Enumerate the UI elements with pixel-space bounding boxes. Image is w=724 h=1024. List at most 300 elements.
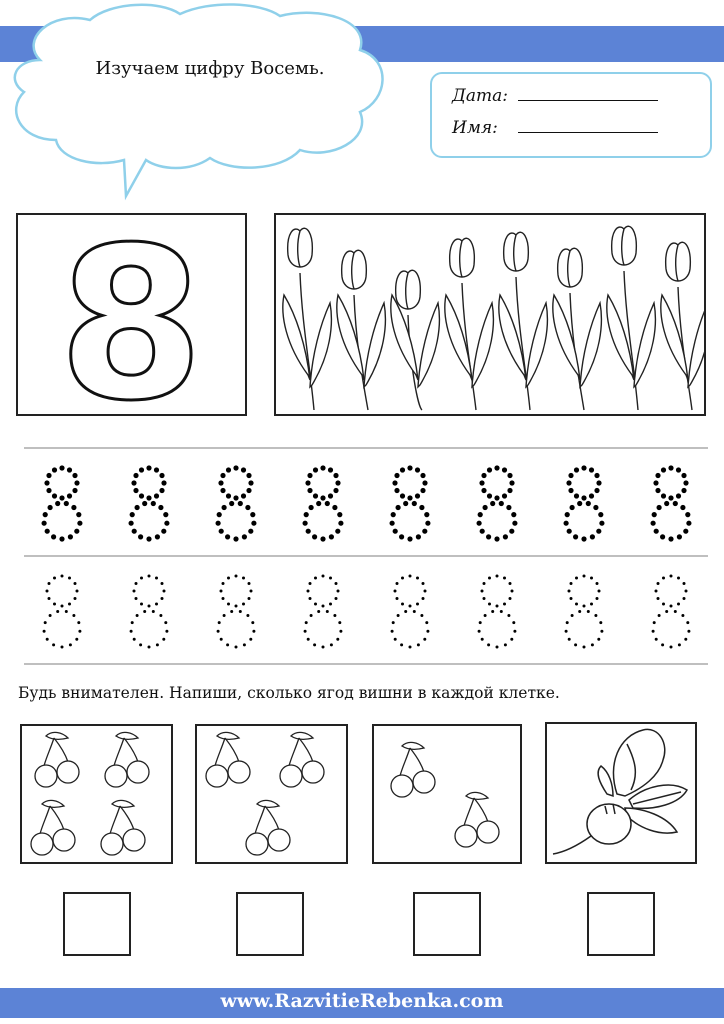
cherry-pair-icon bbox=[206, 732, 250, 787]
trace-dot bbox=[74, 597, 77, 600]
trace-dot bbox=[670, 575, 673, 578]
trace-dot bbox=[72, 488, 77, 493]
trace-dot bbox=[52, 493, 57, 498]
trace-dot bbox=[509, 582, 512, 585]
trace-dot bbox=[336, 638, 339, 641]
tulip-icon bbox=[607, 226, 656, 410]
trace-dot bbox=[655, 473, 660, 478]
trace-dot bbox=[320, 536, 325, 541]
trace-dot bbox=[425, 621, 428, 624]
answer-box-1[interactable] bbox=[63, 892, 131, 956]
tulip-icon bbox=[283, 228, 332, 410]
trace-dot bbox=[132, 529, 137, 534]
trace-dot bbox=[164, 621, 167, 624]
trace-dot bbox=[317, 610, 320, 613]
trace-dot bbox=[154, 467, 159, 472]
trace-dot bbox=[135, 597, 138, 600]
trace-dot bbox=[43, 512, 48, 517]
trace-dot bbox=[304, 512, 309, 517]
trace-dot bbox=[653, 621, 656, 624]
trace-dot bbox=[158, 505, 163, 510]
tulip-icon bbox=[661, 242, 704, 410]
trace-dot bbox=[409, 646, 412, 649]
trace-dot bbox=[661, 467, 666, 472]
trace-dot bbox=[598, 512, 603, 517]
trace-dot bbox=[227, 603, 230, 606]
trace-dot bbox=[322, 605, 325, 608]
trace-dot bbox=[597, 638, 600, 641]
trace-dot bbox=[338, 621, 341, 624]
trace-dot bbox=[130, 630, 133, 633]
trace-dot bbox=[241, 467, 246, 472]
trace-dot bbox=[226, 493, 231, 498]
trace-dot bbox=[416, 534, 421, 539]
cherry-pair-icon bbox=[31, 800, 75, 855]
trace-dot bbox=[506, 505, 511, 510]
cherry-pairs-icon bbox=[22, 726, 171, 862]
trace-dot bbox=[226, 643, 229, 646]
student-info-box bbox=[430, 72, 712, 158]
trace-dot bbox=[394, 590, 397, 593]
trace-dot bbox=[322, 575, 325, 578]
trace-dot bbox=[590, 577, 593, 580]
trace-dot bbox=[310, 614, 313, 617]
trace-dot bbox=[416, 577, 419, 580]
trace-dot bbox=[320, 495, 325, 500]
trace-dot bbox=[509, 480, 514, 485]
cherry-pair-icon bbox=[280, 732, 324, 787]
trace-dot bbox=[574, 467, 579, 472]
beet-icon bbox=[547, 724, 695, 862]
trace-dot bbox=[668, 495, 673, 500]
answer-box-4[interactable] bbox=[587, 892, 655, 956]
trace-dot bbox=[583, 646, 586, 649]
trace-dot bbox=[222, 582, 225, 585]
trace-dot bbox=[42, 521, 47, 526]
trace-dot bbox=[594, 473, 599, 478]
trace-dot bbox=[223, 614, 226, 617]
trace-dot bbox=[496, 575, 499, 578]
cherry-pairs-icon bbox=[374, 726, 520, 862]
trace-dot bbox=[676, 467, 681, 472]
trace-dot bbox=[507, 473, 512, 478]
trace-dot bbox=[239, 610, 242, 613]
trace-dot bbox=[502, 467, 507, 472]
trace-dot bbox=[252, 630, 255, 633]
trace-dot bbox=[487, 493, 492, 498]
trace-dot bbox=[407, 465, 412, 470]
trace-dot bbox=[409, 605, 412, 608]
trace-dot bbox=[511, 512, 516, 517]
trace-dot bbox=[59, 536, 64, 541]
trace-dot bbox=[320, 465, 325, 470]
trace-dot bbox=[155, 534, 160, 539]
trace-dot bbox=[660, 534, 665, 539]
trace-dot bbox=[507, 488, 512, 493]
answer-box-2[interactable] bbox=[236, 892, 304, 956]
trace-dot bbox=[422, 529, 427, 534]
trace-dot bbox=[396, 505, 401, 510]
trace-dot bbox=[512, 521, 517, 526]
trace-dot bbox=[74, 582, 77, 585]
trace-dot bbox=[420, 488, 425, 493]
trace-dot bbox=[326, 610, 329, 613]
trace-dot bbox=[230, 610, 233, 613]
trace-dot bbox=[419, 505, 424, 510]
trace-dot bbox=[251, 621, 254, 624]
trace-dot bbox=[61, 605, 64, 608]
trace-dot bbox=[148, 646, 151, 649]
trace-dot bbox=[420, 614, 423, 617]
trace-dot bbox=[589, 493, 594, 498]
trace-dot bbox=[68, 534, 73, 539]
trace-dot bbox=[512, 621, 515, 624]
tracing-row-light bbox=[0, 556, 724, 662]
trace-dot bbox=[225, 534, 230, 539]
trace-dot bbox=[316, 501, 321, 506]
trace-dot bbox=[72, 614, 75, 617]
trace-dot bbox=[159, 614, 162, 617]
trace-dot bbox=[155, 577, 158, 580]
trace-dot bbox=[651, 521, 656, 526]
trace-dot bbox=[566, 621, 569, 624]
trace-dot bbox=[478, 630, 481, 633]
trace-dot bbox=[596, 480, 601, 485]
cherry-pairs-icon bbox=[197, 726, 346, 862]
tracing-row-bold bbox=[0, 448, 724, 554]
trace-dot bbox=[222, 505, 227, 510]
trace-dot bbox=[483, 597, 486, 600]
trace-dot bbox=[220, 590, 223, 593]
trace-dot bbox=[69, 643, 72, 646]
trace-dot bbox=[78, 630, 81, 633]
trace-dot bbox=[502, 493, 507, 498]
trace-dot bbox=[670, 646, 673, 649]
trace-dot bbox=[48, 505, 53, 510]
trace-dot bbox=[307, 488, 312, 493]
trace-dot bbox=[661, 643, 664, 646]
trace-dot bbox=[658, 614, 661, 617]
date-line bbox=[518, 86, 658, 101]
trace-dot bbox=[304, 630, 307, 633]
trace-dot bbox=[668, 465, 673, 470]
trace-dot bbox=[242, 603, 245, 606]
trace-dot bbox=[227, 577, 230, 580]
trace-dot bbox=[401, 603, 404, 606]
trace-dot bbox=[248, 582, 251, 585]
trace-dot bbox=[571, 614, 574, 617]
trace-dot bbox=[248, 480, 253, 485]
trace-dot bbox=[511, 590, 514, 593]
trace-dot bbox=[76, 590, 79, 593]
trace-dot bbox=[309, 582, 312, 585]
trace-dot bbox=[423, 638, 426, 641]
trace-dot bbox=[303, 521, 308, 526]
trace-dot bbox=[422, 597, 425, 600]
trace-dot bbox=[685, 590, 688, 593]
trace-dot bbox=[67, 493, 72, 498]
trace-dot bbox=[594, 488, 599, 493]
trace-dot bbox=[133, 590, 136, 593]
page-title: Изучаем цифру Восемь. bbox=[95, 58, 325, 79]
trace-dot bbox=[75, 638, 78, 641]
trace-dot bbox=[681, 488, 686, 493]
trace-dot bbox=[48, 597, 51, 600]
trace-dot bbox=[129, 521, 134, 526]
trace-dot bbox=[338, 521, 343, 526]
trace-dot bbox=[226, 467, 231, 472]
trace-dot bbox=[307, 638, 310, 641]
trace-dot bbox=[139, 493, 144, 498]
trace-dot bbox=[305, 621, 308, 624]
trace-dot bbox=[507, 614, 510, 617]
trace-dot bbox=[55, 501, 60, 506]
trace-dot bbox=[235, 575, 238, 578]
trace-dot bbox=[59, 495, 64, 500]
cherry-cell-2 bbox=[195, 724, 348, 864]
trace-dot bbox=[306, 529, 311, 534]
trace-dot bbox=[420, 473, 425, 478]
trace-dot bbox=[335, 582, 338, 585]
trace-dot bbox=[581, 495, 586, 500]
trace-dot bbox=[328, 467, 333, 472]
trace-dot bbox=[417, 643, 420, 646]
trace-dot bbox=[393, 529, 398, 534]
trace-dot bbox=[337, 512, 342, 517]
trace-dot bbox=[250, 512, 255, 517]
trace-dot bbox=[509, 597, 512, 600]
trace-dot bbox=[164, 521, 169, 526]
trace-dot bbox=[684, 638, 687, 641]
trace-dot bbox=[587, 610, 590, 613]
trace-dot bbox=[483, 582, 486, 585]
trace-dot bbox=[422, 582, 425, 585]
trace-dot bbox=[504, 643, 507, 646]
beet-cell bbox=[545, 722, 697, 864]
trace-dot bbox=[676, 493, 681, 498]
trace-dot bbox=[335, 529, 340, 534]
trace-dot bbox=[313, 467, 318, 472]
date-label: Дата: bbox=[452, 86, 508, 106]
trace-dot bbox=[56, 610, 59, 613]
trace-dot bbox=[313, 493, 318, 498]
trace-dot bbox=[241, 493, 246, 498]
trace-dot bbox=[662, 577, 665, 580]
trace-dot bbox=[503, 577, 506, 580]
trace-dot bbox=[52, 643, 55, 646]
trace-dot bbox=[494, 536, 499, 541]
trace-dot bbox=[146, 465, 151, 470]
trace-dot bbox=[657, 582, 660, 585]
trace-dot bbox=[139, 467, 144, 472]
trace-dot bbox=[677, 603, 680, 606]
trace-dot bbox=[142, 501, 147, 506]
trace-dot bbox=[233, 465, 238, 470]
trace-dot bbox=[233, 536, 238, 541]
trace-dot bbox=[77, 621, 80, 624]
trace-dot bbox=[566, 480, 571, 485]
trace-dot bbox=[424, 590, 427, 593]
trace-dot bbox=[152, 610, 155, 613]
trace-dot bbox=[574, 493, 579, 498]
trace-dot bbox=[220, 638, 223, 641]
trace-dot bbox=[510, 638, 513, 641]
trace-dot bbox=[567, 529, 572, 534]
trace-dot bbox=[478, 512, 483, 517]
trace-dot bbox=[590, 534, 595, 539]
trace-dot bbox=[146, 495, 151, 500]
trace-dot bbox=[45, 529, 50, 534]
trace-dot bbox=[503, 603, 506, 606]
trace-dot bbox=[133, 488, 138, 493]
trace-dot bbox=[249, 638, 252, 641]
trace-dot bbox=[424, 512, 429, 517]
tulip-icon bbox=[553, 248, 602, 410]
trace-dot bbox=[305, 480, 310, 485]
trace-dot bbox=[52, 467, 57, 472]
trace-dot bbox=[591, 643, 594, 646]
trace-dot bbox=[314, 603, 317, 606]
trace-dot bbox=[670, 605, 673, 608]
trace-dot bbox=[661, 493, 666, 498]
trace-dot bbox=[53, 603, 56, 606]
trace-dot bbox=[686, 521, 691, 526]
trace-dot bbox=[575, 577, 578, 580]
trace-dot bbox=[68, 603, 71, 606]
trace-dot bbox=[233, 495, 238, 500]
trace-dot bbox=[680, 505, 685, 510]
trace-dot bbox=[397, 614, 400, 617]
trace-dot bbox=[131, 480, 136, 485]
cherry-pair-icon bbox=[101, 800, 145, 855]
trace-dot bbox=[589, 467, 594, 472]
trace-dot bbox=[677, 534, 682, 539]
trace-dot bbox=[499, 501, 504, 506]
trace-dot bbox=[565, 512, 570, 517]
trace-dot bbox=[133, 473, 138, 478]
trace-dot bbox=[159, 473, 164, 478]
trace-dot bbox=[307, 590, 310, 593]
trace-dot bbox=[220, 488, 225, 493]
trace-dot bbox=[673, 501, 678, 506]
trace-dot bbox=[219, 529, 224, 534]
tulip-icon bbox=[445, 238, 494, 410]
trace-dot bbox=[238, 501, 243, 506]
trace-dot bbox=[598, 590, 601, 593]
trace-dot bbox=[407, 536, 412, 541]
trace-dot bbox=[668, 536, 673, 541]
trace-dot bbox=[655, 590, 658, 593]
trace-dot bbox=[242, 534, 247, 539]
name-line bbox=[518, 118, 658, 133]
trace-dot bbox=[583, 575, 586, 578]
trace-dot bbox=[481, 590, 484, 593]
trace-dot bbox=[46, 488, 51, 493]
trace-dot bbox=[596, 597, 599, 600]
trace-dot bbox=[155, 603, 158, 606]
trace-dot bbox=[490, 501, 495, 506]
trace-dot bbox=[481, 473, 486, 478]
trace-dot bbox=[496, 646, 499, 649]
trace-dot bbox=[415, 467, 420, 472]
trace-dot bbox=[664, 501, 669, 506]
name-row bbox=[452, 118, 658, 138]
tulip-icon bbox=[499, 232, 548, 410]
trace-dot bbox=[481, 488, 486, 493]
trace-dot bbox=[248, 529, 253, 534]
cherry-cell-1 bbox=[20, 724, 173, 864]
answer-box-3[interactable] bbox=[413, 892, 481, 956]
trace-dot bbox=[65, 610, 68, 613]
trace-dot bbox=[328, 493, 333, 498]
trace-dot bbox=[163, 512, 168, 517]
trace-dot bbox=[335, 597, 338, 600]
date-row bbox=[452, 86, 658, 106]
trace-dot bbox=[416, 603, 419, 606]
trace-dot bbox=[143, 610, 146, 613]
trace-dot bbox=[51, 534, 56, 539]
trace-dot bbox=[329, 603, 332, 606]
trace-dot bbox=[139, 643, 142, 646]
trace-dot bbox=[570, 597, 573, 600]
trace-dot bbox=[333, 488, 338, 493]
trace-dot bbox=[48, 582, 51, 585]
trace-dot bbox=[333, 473, 338, 478]
trace-dot bbox=[583, 605, 586, 608]
trace-dot bbox=[392, 621, 395, 624]
trace-dot bbox=[568, 473, 573, 478]
trace-dot bbox=[67, 467, 72, 472]
trace-dot bbox=[146, 536, 151, 541]
big-digit-panel bbox=[16, 213, 247, 416]
trace-dot bbox=[565, 630, 568, 633]
trace-dot bbox=[683, 582, 686, 585]
trace-dot bbox=[77, 521, 82, 526]
trace-dot bbox=[218, 480, 223, 485]
trace-dot bbox=[46, 638, 49, 641]
trace-dot bbox=[600, 630, 603, 633]
footer-url[interactable]: www.RazvitieRebenka.com bbox=[220, 990, 504, 1012]
trace-dot bbox=[479, 621, 482, 624]
trace-dot bbox=[394, 638, 397, 641]
trace-dot bbox=[71, 505, 76, 510]
trace-dot bbox=[64, 501, 69, 506]
trace-dot bbox=[487, 467, 492, 472]
cherry-pair-icon bbox=[246, 800, 290, 855]
trace-dot bbox=[339, 630, 342, 633]
trace-dot bbox=[61, 646, 64, 649]
svg-text:8: 8 bbox=[57, 215, 205, 414]
trace-dot bbox=[74, 480, 79, 485]
name-label: Имя: bbox=[452, 118, 498, 138]
trace-dot bbox=[400, 643, 403, 646]
trace-dot bbox=[681, 614, 684, 617]
trace-dot bbox=[151, 501, 156, 506]
trace-dot bbox=[161, 480, 166, 485]
trace-dot bbox=[404, 610, 407, 613]
trace-dot bbox=[46, 590, 49, 593]
trace-dot bbox=[477, 521, 482, 526]
trace-dot bbox=[138, 534, 143, 539]
trace-dot bbox=[409, 575, 412, 578]
trace-dot bbox=[685, 512, 690, 517]
trace-dot bbox=[330, 643, 333, 646]
trace-dot bbox=[683, 529, 688, 534]
trace-dot bbox=[400, 493, 405, 498]
trace-dot bbox=[426, 630, 429, 633]
trace-dot bbox=[662, 603, 665, 606]
trace-dot bbox=[570, 505, 575, 510]
